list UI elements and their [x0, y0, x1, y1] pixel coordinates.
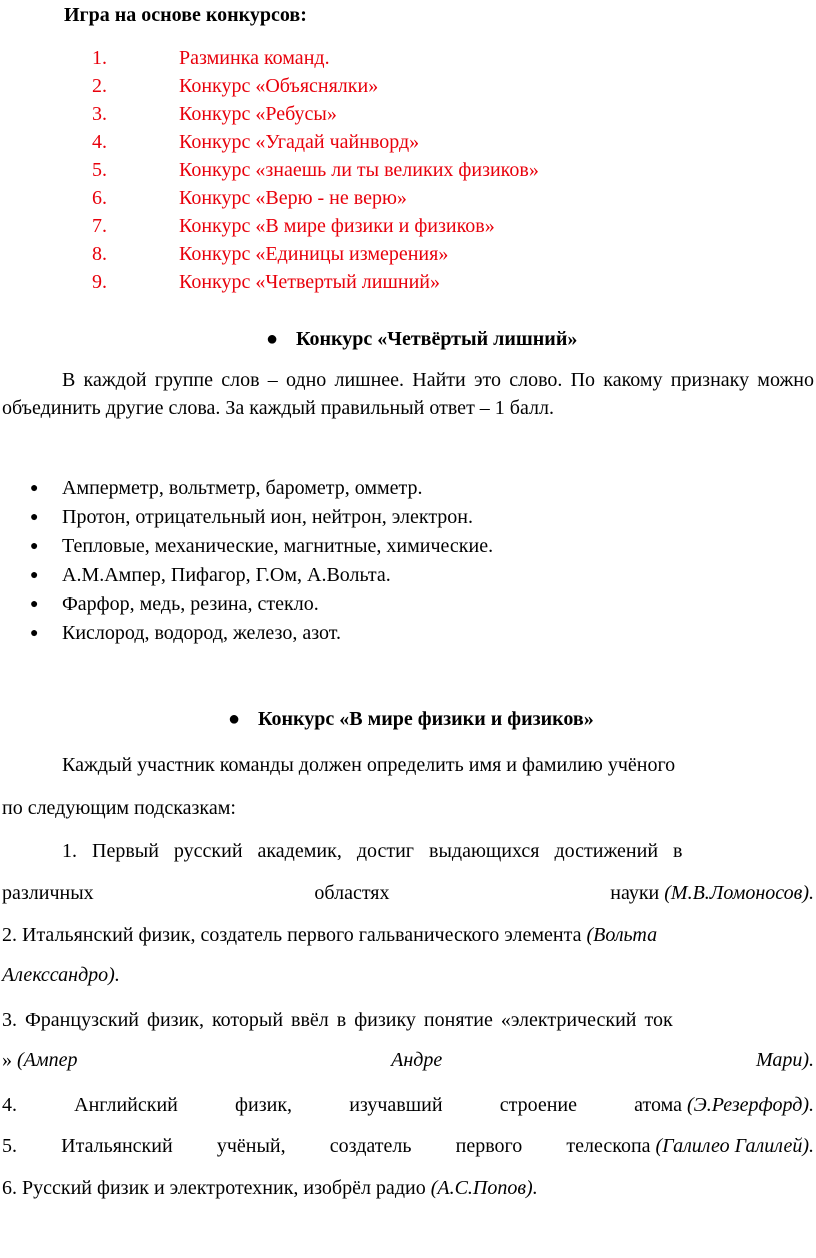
- bullet-icon: ●: [30, 510, 39, 525]
- section-heading-fourth-extra: ● Конкурс «Четвёртый лишний»: [266, 328, 578, 350]
- bullet-icon: ●: [228, 708, 241, 730]
- section-heading-physics-world: ● Конкурс «В мире физики и физиков»: [228, 708, 594, 730]
- question-1: 1. Первый русский академик, достиг выдающихся достижений в: [62, 840, 683, 862]
- page-title: Игра на основе конкурсов:: [64, 4, 307, 26]
- question-3: 3. Французский физик, который ввёл в физику понятие «электрический ток: [2, 1009, 673, 1031]
- bullet-icon: ●: [30, 539, 39, 554]
- bullet-icon: ●: [30, 481, 39, 496]
- question-5: 5. Итальянский учёный, создатель первого телескопа (Галилео Галилей).: [2, 1135, 814, 1157]
- section-intro-cont: по следующим подсказкам:: [2, 797, 236, 819]
- bullet-icon: ●: [266, 328, 279, 350]
- question-3-cont: » (Ампер Андре Мари).: [2, 1049, 814, 1071]
- bullet-icon: ●: [30, 626, 39, 641]
- bullet-icon: ●: [30, 568, 39, 583]
- question-4: 4. Английский физик, изучавший строение атома (Э.Резерфорд).: [2, 1094, 814, 1116]
- question-6: 6. Русский физик и электротехник, изобрёл радио (А.С.Попов).: [2, 1177, 538, 1199]
- section-intro: В каждой группе слов – одно лишнее. Найти это слово. По какому признаку можно объединить другие слова. За каждый правильный ответ – 1 балл.: [2, 369, 814, 419]
- document-page: Игра на основе конкурсов: 1. Разминка команд. 2. Конкурс «Объяснялки» 3. Конкурс «Ребусы» 4. Конкурс «Угадай чайнворд» 5. Конкурс «знаешь ли ты великих физиков» 6. Конкурс «Верю - не верю» 7. Конкурс «В мире физики и физиков» 8. Конкурс «Единицы измерения» 9. Конкурс «Четвертый лишний» ● Конкурс «Четвёртый лишний» В каждой группе слов – одно лишнее. Найти это слово. По какому признаку можно объединить другие слова. За каждый правильный ответ – 1 балл. ● Амперметр, вольтметр, барометр, омметр. ● Протон, отрицательный ион, нейтрон, электрон. ● Тепловые, механические, магнитные, химические. ● А.М.Ампер, Пифагор, Г.Ом, А.Вольта. ● Фарфор, медь, резина, стекло. ● Кислород, водород, железо, азот. ● Конкурс «В мире физики и физиков» Каждый участник команды должен определить имя и фамилию учёного по следующим подсказкам: 1. Первый русский академик, достиг выдающихся достижений в различных областях науки (М.В.Ломоносов). 2. Итальянский физик, создатель первого гальванического элемента (Вольта Алекссандро). 3. Французский физик, который ввёл в физику понятие «электрический ток » (Ампер Андре Мари). 4. Английский физик, изучавший строение атома (Э.Резерфорд). 5. Итальянский учёный, создатель первого телескопа (Галилео Галилей). 6. Русский физик и электротехник, изобрёл радио (А.С.Попов).: [2, 4, 814, 1199]
- bullet-icon: ●: [30, 597, 39, 612]
- section-intro: Каждый участник команды должен определить имя и фамилию учёного: [62, 754, 676, 776]
- question-2-cont: Алекссандро).: [2, 964, 120, 986]
- question-1-cont: различных областях науки (М.В.Ломоносов).: [2, 882, 814, 904]
- question-2: 2. Итальянский физик, создатель первого гальванического элемента (Вольта: [2, 924, 658, 946]
